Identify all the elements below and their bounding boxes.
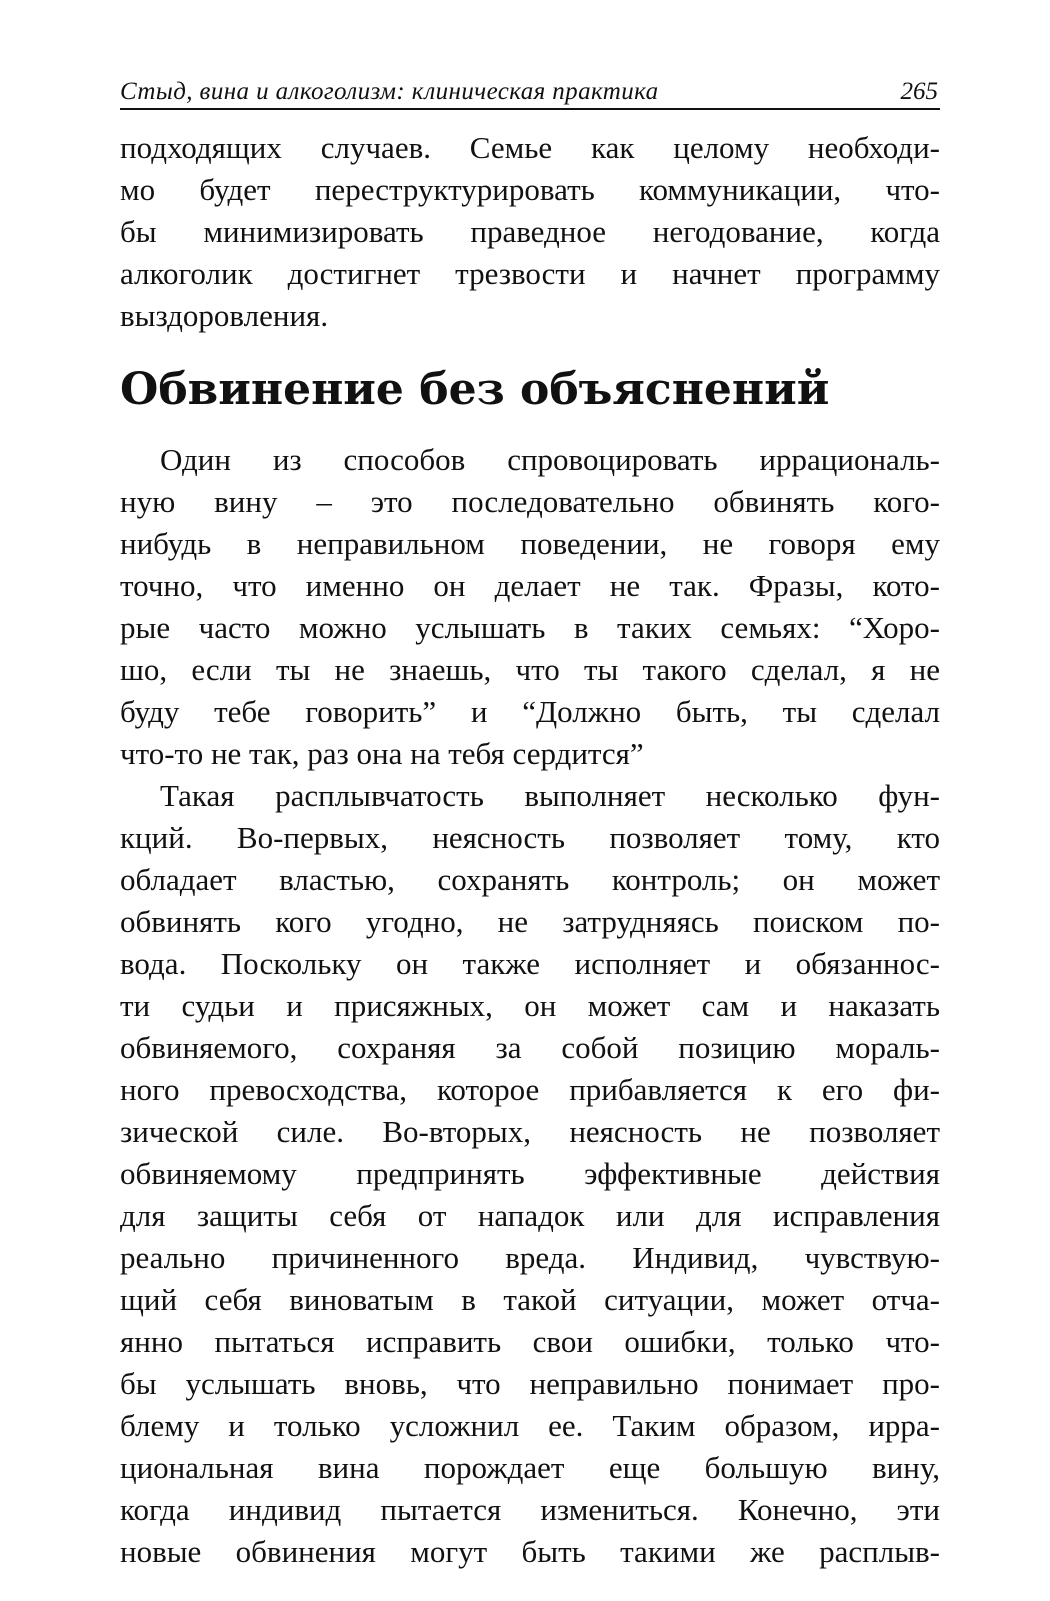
text-line: ную вину – это последовательно обвинять кого- [120,484,940,519]
text-line: рые часто можно услышать в таких семьях: “Хоро- [120,610,940,645]
text-line: обвинять кого угодно, не затрудняясь поиском по- [120,904,940,939]
text-line: реально причиненного вреда. Индивид, чувствую- [120,1240,940,1275]
text-line: обвиняемому предпринять эффективные действия [120,1156,940,1191]
text-line: нибудь в неправильном поведении, не говоря ему [120,526,940,561]
text-line: бы минимизировать праведное негодование, когда [120,214,940,249]
text-line: янно пытаться исправить свои ошибки, только что- [120,1324,940,1359]
text-line: новые обвинения могут быть такими же расплыв- [120,1534,940,1569]
text-line: обвиняемого, сохраняя за собой позицию мораль- [120,1030,940,1065]
text-line: буду тебе говорить” и “Должно быть, ты сделал [120,694,940,729]
text-line: выздоровления. [120,298,329,333]
text-line: Один из способов спровоцировать иррациональ- [160,442,940,477]
text-line: для защиты себя от нападок или для исправления [120,1198,940,1233]
text-line: кций. Во-первых, неясность позволяет тому, кто [120,820,940,855]
text-line: ти судьи и присяжных, он может сам и наказать [120,988,940,1023]
text-line: мо будет переструктурировать коммуникации, что- [120,172,940,207]
running-title: Стыд, вина и алкоголизм: клиническая практика [120,78,659,105]
text-line: ного превосходства, которое прибавляется к его фи- [120,1072,940,1107]
running-header [120,68,940,110]
text-line: шо, если ты не знаешь, что ты такого сделал, я не [120,652,940,687]
text-line: блему и только усложнил ее. Таким образом, ирра- [120,1408,940,1443]
text-line: Такая расплывчатость выполняет несколько фун- [160,778,940,813]
text-line: что-то не так, раз она на тебя сердится” [120,736,644,771]
text-line: циональная вина порождает еще большую вину, [120,1450,940,1485]
page-number: 265 [900,78,938,105]
text-line: подходящих случаев. Семье как целому необходи- [120,130,940,165]
text-line: алкоголик достигнет трезвости и начнет программу [120,256,940,291]
text-line: вода. Поскольку он также исполняет и обязаннос- [120,946,940,981]
text-line: когда индивид пытается измениться. Конечно, эти [120,1492,940,1527]
section-heading: Обвинение без объяснений [120,364,830,415]
text-line: точно, что именно он делает не так. Фразы, кото- [120,568,940,603]
text-line: зической силе. Во-вторых, неясность не позволяет [120,1114,940,1149]
text-line: щий себя виноватым в такой ситуации, может отча- [120,1282,940,1317]
text-line: бы услышать вновь, что неправильно понимает про- [120,1366,940,1401]
text-line: обладает властью, сохранять контроль; он может [120,862,940,897]
